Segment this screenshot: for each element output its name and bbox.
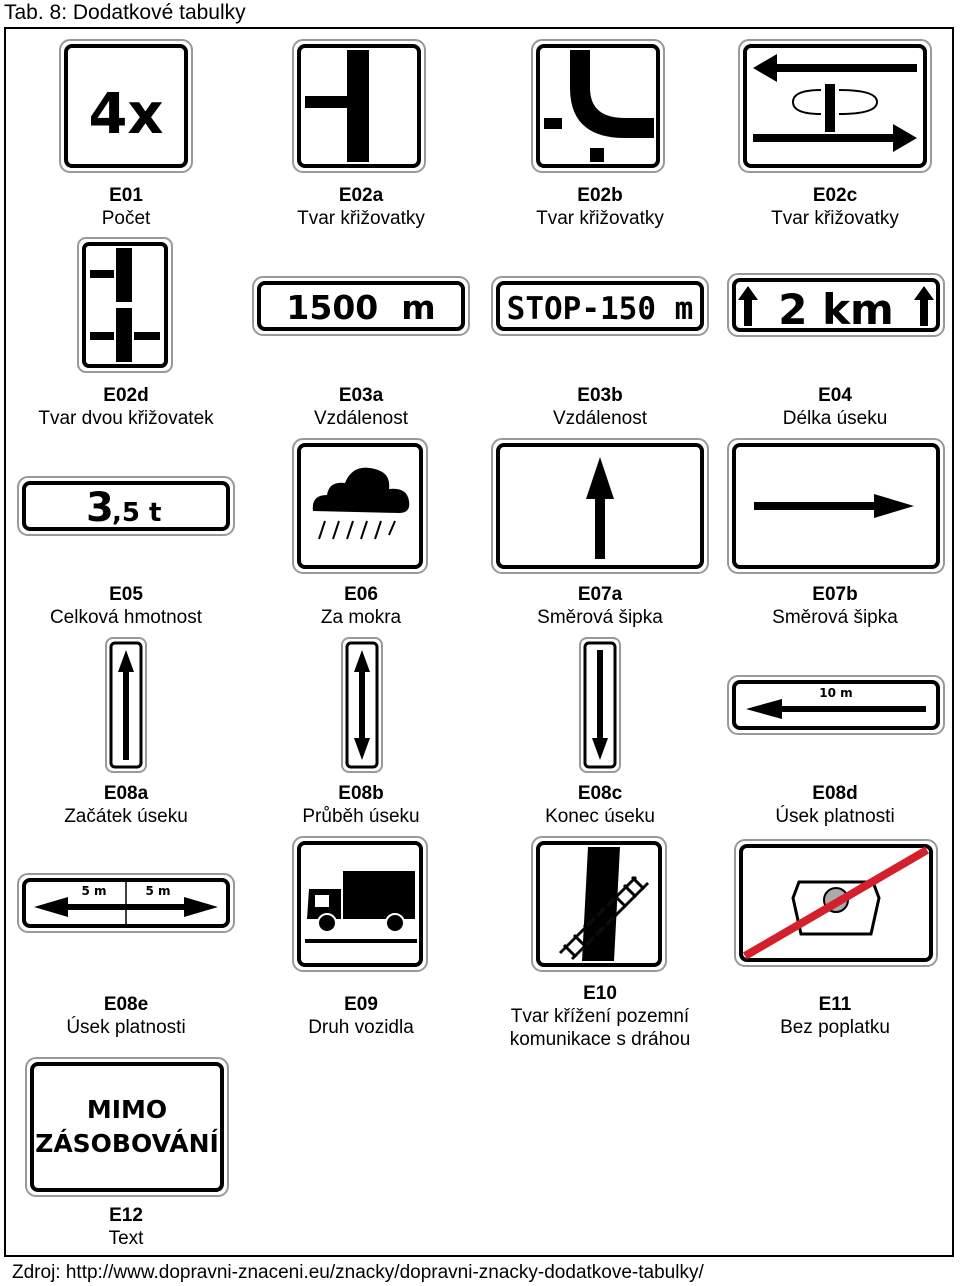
sign-code: E05 [109, 584, 143, 605]
caption-e03b [480, 384, 720, 430]
sign-e12-line1: MIMO [86, 1095, 168, 1124]
sign-name: Směrová šipka [537, 607, 663, 628]
sign-code: E09 [344, 994, 378, 1015]
sign-e04-text: 2 km [778, 285, 894, 334]
sign-code: E10 [583, 983, 617, 1004]
sign-name: Tvar dvou křižovatek [38, 408, 214, 429]
caption-e02c [715, 184, 955, 230]
sign-name: Vzdálenost [313, 408, 408, 429]
sign-e02d [76, 236, 174, 374]
sign-e03b [490, 275, 710, 337]
sign-e07b [726, 437, 946, 575]
sign-e06 [291, 437, 429, 575]
caption-e08a [6, 782, 246, 828]
caption-e08d [715, 782, 955, 828]
table-title: Tab. 8: Dodatkové tabulky [4, 1, 246, 24]
caption-e02d [6, 384, 246, 430]
sign-e11 [733, 838, 939, 968]
sign-name: Celková hmotnost [49, 607, 203, 628]
caption-e12 [6, 1204, 246, 1250]
sign-e12-line2: ZÁSOBOVÁNÍ [35, 1129, 219, 1158]
sign-code: E08d [812, 783, 858, 804]
sign-e12 [24, 1056, 230, 1198]
sign-e08e-left-text: 5 m [81, 884, 107, 898]
sign-name: Bez poplatku [780, 1017, 890, 1038]
sign-code: E06 [344, 584, 378, 605]
sign-code: E07a [577, 584, 623, 605]
sign-name: Text [108, 1228, 144, 1249]
sign-e02a [291, 38, 427, 174]
sign-e03b-text: STOP-150 m [506, 291, 694, 327]
sign-name: Druh vozidla [308, 1017, 414, 1038]
caption-e02b [480, 184, 720, 230]
caption-e06 [241, 583, 481, 629]
caption-e01 [6, 184, 246, 230]
sign-e08e [16, 872, 236, 934]
sign-e08c [578, 636, 622, 774]
sign-name: Směrová šipka [772, 607, 898, 628]
sign-name: Tvar křížení pozemní komunikace s dráhou [509, 1006, 691, 1050]
sign-e03a-text: 1500 m [286, 288, 436, 327]
sign-e08d [726, 674, 946, 736]
sign-e08a [104, 636, 148, 774]
sign-e09 [291, 835, 429, 973]
sign-e02c [737, 38, 933, 174]
sign-code: E12 [109, 1205, 143, 1226]
sign-code: E07b [812, 584, 858, 605]
sign-e07a [490, 437, 710, 575]
sign-name: Tvar křižovatky [771, 208, 899, 229]
sign-code: E08b [338, 783, 384, 804]
sign-e04 [726, 272, 946, 338]
sign-name: Průběh úseku [302, 806, 420, 827]
sign-code: E11 [818, 994, 852, 1015]
caption-e10 [480, 982, 720, 1051]
sign-e03a [251, 275, 471, 337]
caption-e04 [715, 384, 955, 430]
sign-name: Tvar křižovatky [536, 208, 664, 229]
source-note: Zdroj: http://www.dopravni-znaceni.eu/znacky/dopravni-znacky-dodatkove-tabulky/ [12, 1262, 704, 1283]
sign-code: E08c [577, 783, 623, 804]
sign-name: Délka úseku [782, 408, 888, 429]
sign-name: Začátek úseku [64, 806, 188, 827]
sign-name: Za mokra [320, 607, 402, 628]
caption-e11 [715, 993, 955, 1039]
caption-e08e [6, 993, 246, 1039]
sign-e05 [16, 475, 236, 537]
sign-e08e-right-text: 5 m [145, 884, 171, 898]
caption-e03a [241, 384, 481, 430]
sign-name: Počet [101, 208, 151, 229]
sign-code: E02a [338, 185, 384, 206]
sign-e05-number: 3 [86, 485, 114, 531]
sign-e05-unit: ,5 t [112, 498, 162, 528]
sign-name: Vzdálenost [552, 408, 647, 429]
sign-e02b [530, 38, 666, 174]
sign-e01-text: 4x [88, 82, 164, 147]
sign-name: Tvar křižovatky [297, 208, 425, 229]
caption-e05 [6, 583, 246, 629]
sign-code: E08a [103, 783, 149, 804]
sign-code: E02c [812, 185, 858, 206]
sign-code: E02b [577, 185, 623, 206]
caption-e09 [241, 993, 481, 1039]
sign-e10 [530, 835, 668, 973]
sign-e01 [58, 38, 194, 174]
sign-name: Úsek platnosti [66, 1017, 186, 1038]
sign-code: E08e [103, 994, 149, 1015]
sign-code: E02d [103, 385, 149, 406]
sign-name: Konec úseku [545, 806, 655, 827]
sign-name: Úsek platnosti [775, 806, 895, 827]
caption-e07b [715, 583, 955, 629]
caption-e02a [241, 184, 481, 230]
sign-code: E03a [338, 385, 384, 406]
sign-e08d-text: 10 m [819, 686, 853, 700]
caption-e07a [480, 583, 720, 629]
sign-code: E01 [109, 185, 143, 206]
sign-code: E03b [577, 385, 623, 406]
caption-e08b [241, 782, 481, 828]
sign-e08b [340, 636, 384, 774]
caption-e08c [480, 782, 720, 828]
sign-code: E04 [818, 385, 852, 406]
